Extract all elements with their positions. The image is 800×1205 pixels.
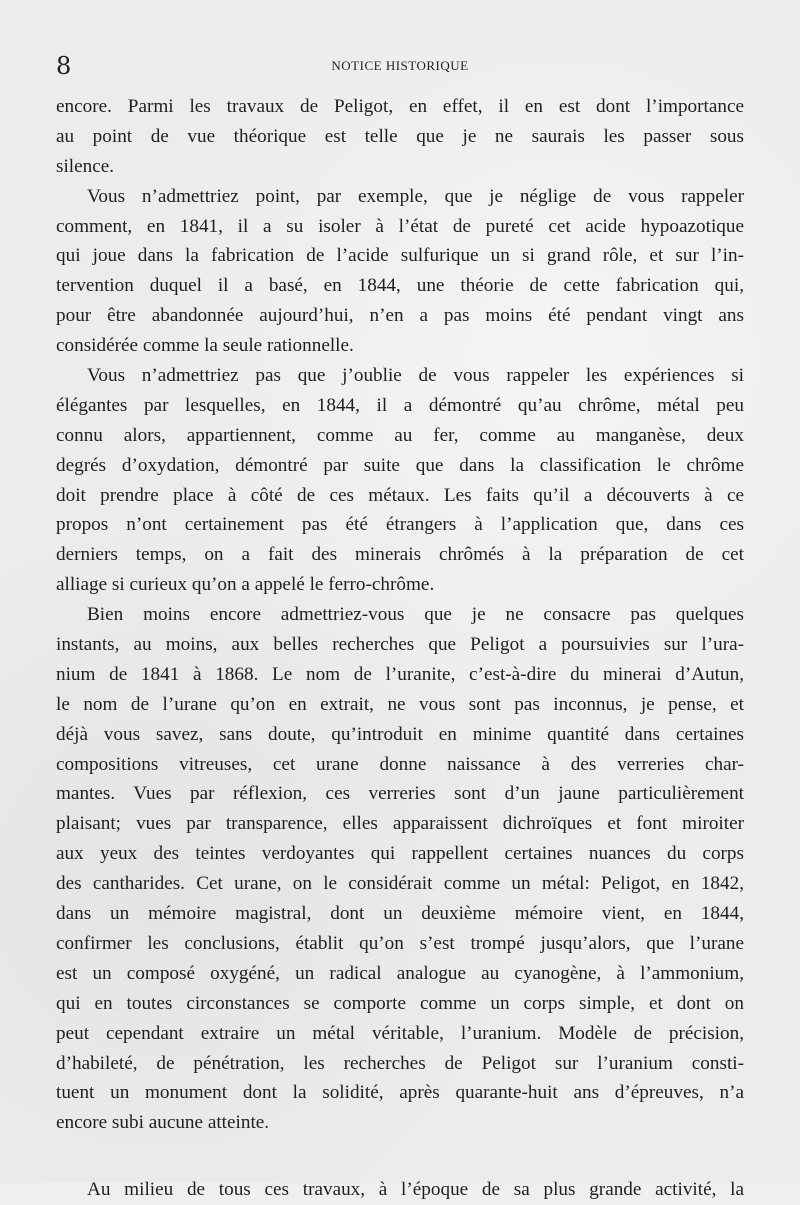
text-line: connu alors, appartiennent, comme au fer, comme au manganèse, deux xyxy=(56,424,744,446)
text-line: d’habileté, de pénétration, les recherches de Peligot sur l’uranium consti- xyxy=(56,1052,744,1074)
text-line: tuent un monument dont la solidité, après quarante-huit ans d’épreuves, n’a xyxy=(56,1082,744,1104)
text-line: déjà vous savez, sans doute, qu’introduit en minime quantité dans certaines xyxy=(56,723,744,745)
text-line: Vous n’admettriez pas que j’oublie de vous rappeler les expériences si xyxy=(87,365,744,387)
text-line: confirmer les conclusions, établit qu’on s’est trompé jusqu’alors, que l’urane xyxy=(56,932,744,954)
text-line: dans un mémoire magistral, dont un deuxième mémoire vient, en 1844, xyxy=(56,903,744,925)
text-line: élégantes par lesquelles, en 1844, il a démontré qu’au chrôme, métal peu xyxy=(56,394,744,416)
text-line: derniers temps, on a fait des minerais chrômés à la préparation de cet xyxy=(56,544,744,566)
page-number: 8 xyxy=(56,52,72,80)
text-line: degrés d’oxydation, démontré par suite que dans la classification le chrôme xyxy=(56,454,744,476)
text-line: propos n’ont certainement pas été étrangers à l’application que, dans ces xyxy=(56,514,744,536)
text-line: pour être abandonnée aujourd’hui, n’en a pas moins été pendant vingt ans xyxy=(56,305,744,327)
text-line: peut cependant extraire un métal véritable, l’uranium. Modèle de précision, xyxy=(56,1022,744,1044)
text-line: qui en toutes circonstances se comporte comme un corps simple, et dont on xyxy=(56,992,744,1014)
text-line: instants, au moins, aux belles recherches que Peligot a poursuivies sur l’ura- xyxy=(56,634,744,656)
text-line: nium de 1841 à 1868. Le nom de l’uranite, c’est-à-dire du minerai d’Autun, xyxy=(56,663,744,685)
text-line: silence. xyxy=(56,155,115,177)
page-header xyxy=(56,52,744,80)
text-line: compositions vitreuses, cet urane donne naissance à des verreries char- xyxy=(56,753,744,775)
text-line: aux yeux des teintes verdoyantes qui rappellent certaines nuances du corps xyxy=(56,843,744,865)
text-line: alliage si curieux qu’on a appelé le ferro-chrôme. xyxy=(56,574,435,596)
text-line: mantes. Vues par réflexion, ces verreries sont d’un jaune particulièrement xyxy=(56,783,744,805)
text-line: plaisant; vues par transparence, elles apparaissent dichroïques et font miroiter xyxy=(56,813,744,835)
text-line: Vous n’admettriez point, par exemple, que je néglige de vous rappeler xyxy=(87,185,744,207)
text-line: qui joue dans la fabrication de l’acide sulfurique un si grand rôle, et sur l’in- xyxy=(56,245,744,267)
paragraph-gap xyxy=(56,1138,744,1175)
text-line: doit prendre place à côté de ces métaux. Les faits qu’il a découverts à ce xyxy=(56,484,744,506)
text-line: encore. Parmi les travaux de Peligot, en effet, il en est dont l’importance xyxy=(56,96,744,117)
text-line: considérée comme la seule rationnelle. xyxy=(56,335,354,357)
text-line: tervention duquel il a basé, en 1844, une théorie de cette fabrication qui, xyxy=(56,275,744,297)
text-line: le nom de l’urane qu’on en extrait, ne vous sont pas inconnus, je pense, et xyxy=(56,693,744,715)
text-line: Bien moins encore admettriez-vous que je ne consacre pas quelques xyxy=(87,604,744,626)
text-line: encore subi aucune atteinte. xyxy=(56,1112,270,1134)
text-line: comment, en 1841, il a su isoler à l’état de pureté cet acide hypoazotique xyxy=(56,215,744,237)
text-line: est un composé oxygéné, un radical analogue au cyanogène, à l’ammonium, xyxy=(56,962,744,984)
text-line: des cantharides. Cet urane, on le considérait comme un métal: Peligot, en 1842, xyxy=(56,873,744,895)
body-text xyxy=(56,92,744,1205)
running-head: NOTICE HISTORIQUE xyxy=(331,58,469,73)
text-line: au point de vue théorique est telle que je ne saurais les passer sous xyxy=(56,125,744,147)
text-line: Au milieu de tous ces travaux, à l’époque de sa plus grande activité, la xyxy=(87,1179,744,1201)
